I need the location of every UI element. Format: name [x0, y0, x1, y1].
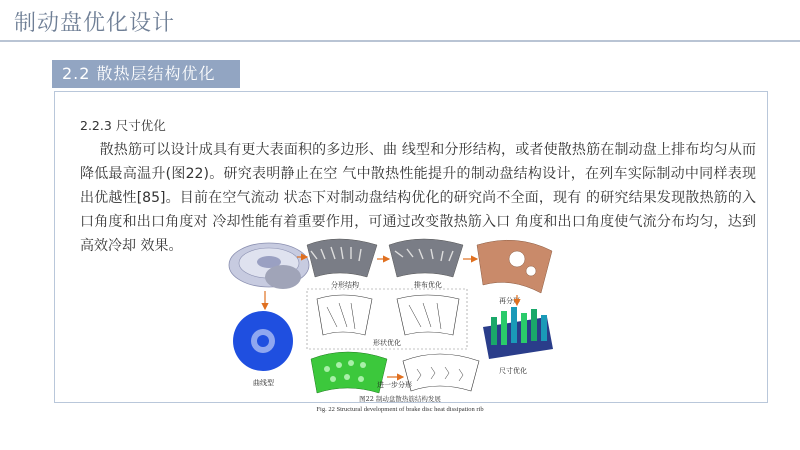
page-title: 制动盘优化设计: [14, 11, 176, 36]
label-refractal: 再分形: [499, 297, 520, 305]
section-heading: 2.2 散热层结构优化: [52, 60, 240, 88]
figure-caption-en: Fig. 22 Structural development of brake disc heat dissipation rib: [316, 406, 484, 413]
figure-caption-cn: 图22 制动盘散热筋结构发展: [359, 395, 441, 403]
label-layout: 排布优化: [414, 281, 442, 289]
fractal-structure-image: [307, 239, 377, 277]
body-paragraph: 散热筋可以设计成具有更大表面积的多边形、曲 线型和分形结构，或者使散热筋在制动盘上排布均匀从而降低最高温升(图22)。研究表明静止在空 气中散热性能提升的制动盘结构设计，在列车实际制动中同样表现出优越性[85]。目前在空气流动 状态下对制动盘结构优化的研究尚不全面，现有 的研究结果发现散热筋的入口角度和出口角度对 冷却性能有着重要作用，可通过改变散热筋入口 角度和出口角度使气流分布均匀，达到高效冷却 效果。: [80, 142, 756, 254]
layout-optimization-image: [389, 239, 463, 277]
label-shape: 形状优化: [373, 339, 401, 347]
refractal-image: [477, 240, 552, 293]
label-fractal: 分形结构: [331, 281, 359, 289]
curved-type-image: [233, 311, 293, 371]
label-curved: 曲线型: [253, 379, 274, 387]
title-divider: [0, 40, 800, 42]
figure-brake-disc-rib-development: [227, 237, 557, 395]
brake-disc-image: [229, 243, 309, 289]
subsection-heading: 2.2.3 尺寸优化: [80, 118, 166, 133]
label-size: 尺寸优化: [499, 367, 527, 375]
size-optimization-image: [483, 307, 553, 359]
label-further: 进一步分形: [377, 381, 412, 389]
